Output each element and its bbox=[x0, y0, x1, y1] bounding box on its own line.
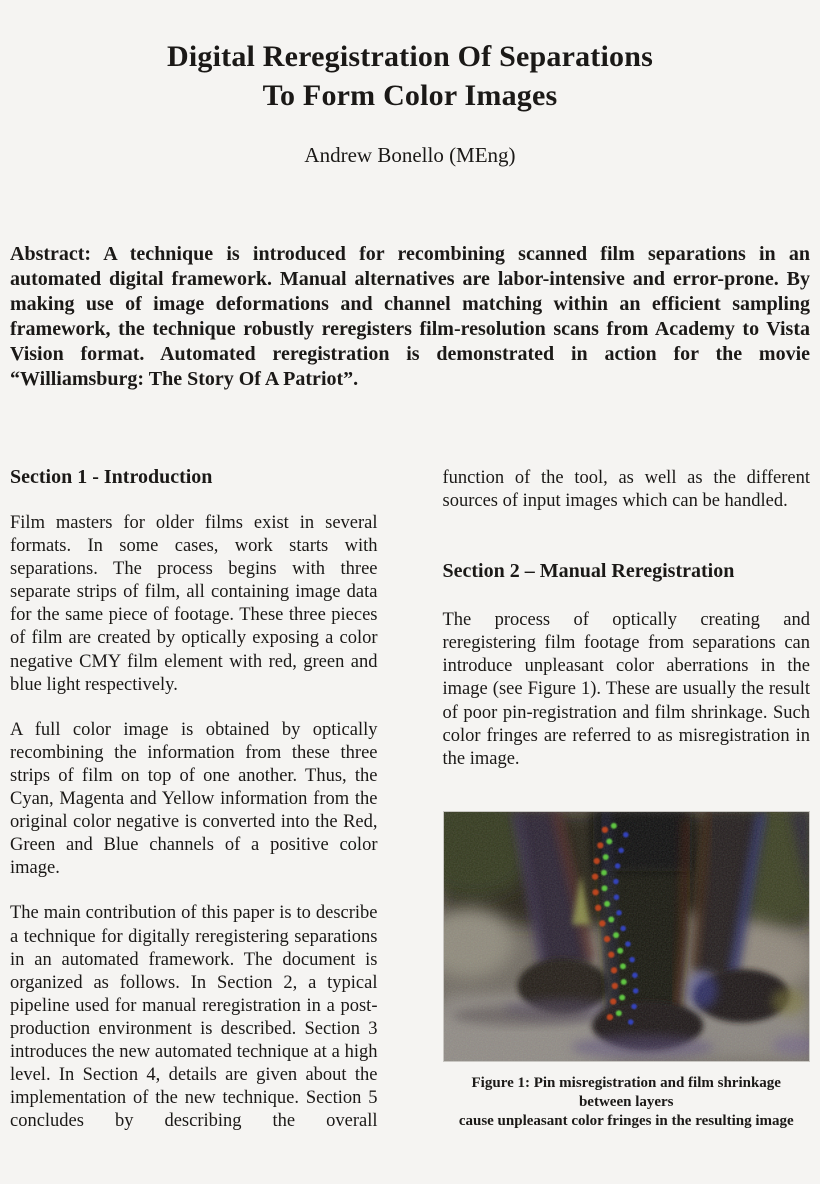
right-column bbox=[443, 466, 811, 1133]
section-1-heading: Section 1 - Introduction bbox=[10, 466, 213, 488]
film-grain-overlay bbox=[444, 812, 810, 1061]
two-column-body bbox=[10, 466, 810, 1133]
left-column bbox=[10, 466, 378, 1133]
title-line-2: To Form Color Images bbox=[262, 79, 558, 112]
misregistration-photo-svg bbox=[444, 812, 810, 1061]
manual-reregistration-paragraph: The process of optically creating and reregistering film footage from separations can introduce unpleasant color aberrations in the image (see Figure 1). These are usually the result of poor pin-registration and film shrinkage. Such color fringes are referred to as misregistration in the image. bbox=[442, 610, 810, 769]
page-title bbox=[10, 37, 810, 115]
figure-1 bbox=[443, 811, 811, 1131]
caption-line-1: Figure 1: Pin misregistration and film shrinkage between layers bbox=[471, 1074, 781, 1110]
misregistration-photo bbox=[443, 811, 811, 1062]
intro-paragraph-2: A full color image is obtained by optically recombining the information from these three strips of film on top of one another. Thus, the Cyan, Magenta and Yellow information from the original color negative is converted into the Red, Green and Blue channels of a positive color image. bbox=[10, 719, 378, 879]
intro-paragraph-3: The main contribution of this paper is to describe a technique for digitally reregistering separations in an automated framework. The document is organized as follows. In Section 2, a typical pipeline used for manual reregistration in a post-production environment is described. Section 3 introduces the new automated technique at a high level. In Section 4, details are given about the implementation of the new technique. Section 5 concludes by describing the overall bbox=[10, 903, 378, 1132]
figure-1-caption bbox=[443, 1074, 811, 1131]
intro-paragraph-1: Film masters for older films exist in several formats. In some cases, work starts with separations. The process begins with three separate strips of film, all containing image data for the same piece of footage. These three pieces of film are created by optically exposing a color negative CMY film element with red, green and blue light respectively. bbox=[10, 513, 378, 695]
continuation-paragraph: function of the tool, as well as the different sources of input images which can be handled. bbox=[442, 468, 810, 512]
caption-line-2: cause unpleasant color fringes in the resulting image bbox=[458, 1112, 794, 1129]
section-2-heading: Section 2 – Manual Reregistration bbox=[442, 560, 735, 583]
title-line-1: Digital Reregistration Of Separations bbox=[167, 40, 653, 73]
author-line: Andrew Bonello (MEng) bbox=[304, 143, 516, 167]
abstract-paragraph: Abstract: A technique is introduced for recombining scanned film separations in an automated digital framework. Manual alternatives are labor-intensive and error-prone. By making use of image deformations and channel matching within an efficient sampling framework, the technique robustly reregisters film-resolution scans from Academy to Vista Vision format. Automated reregistration is demonstrated in action for the movie “Williamsburg: The Story Of A Patriot”. bbox=[10, 243, 810, 390]
